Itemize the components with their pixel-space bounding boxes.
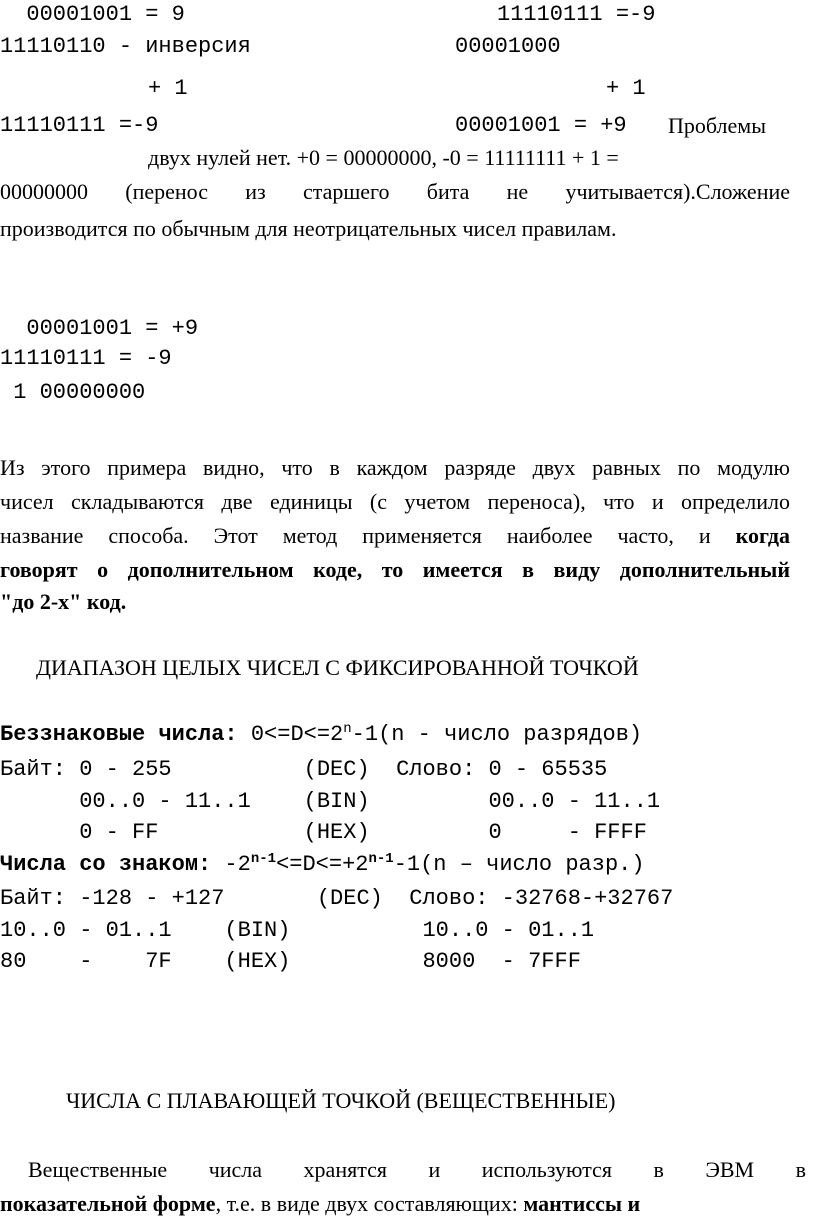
paragraph2-line4: говорят о дополнительном коде, то имеется в виду дополнительный <box>0 557 790 582</box>
paragraph1-line3: производится по обычным для неотрицательных чисел правилам. <box>0 216 617 241</box>
signed-label: Числа со знаком: <box>0 852 212 877</box>
paragraph2-line3-bold: когда <box>735 523 790 548</box>
unsigned-row2: 00..0 - 11..1 (BIN) 00..0 - 11..1 <box>0 789 661 814</box>
example1-line4-left: 11110111 =-9 <box>0 113 159 138</box>
paragraph3-line2 <box>0 1191 640 1217</box>
paragraph3-line2-bold-a: показательной форме <box>0 1191 216 1216</box>
signed-formula-c: -1(n – число разр.) <box>393 852 645 877</box>
example1-plus-left: + 1 <box>148 76 188 101</box>
paragraph2-line3 <box>0 519 790 553</box>
example1-tail-word: Проблемы <box>668 113 766 138</box>
paragraph1-line1: двух нулей нет. +0 = 00000000, -0 = 11111111 + 1 = <box>148 145 619 170</box>
paragraph3-line2-bold-b: мантиссы и <box>523 1191 641 1216</box>
example1-line1-right: 11110111 =-9 <box>497 2 656 27</box>
example2-line2: 11110111 = -9 <box>0 346 172 371</box>
paragraph1 <box>0 175 790 209</box>
paragraph2-line5: "до 2-х" код. <box>0 589 127 614</box>
paragraph2-line2: чисел складываются две единицы (с учетом переноса), что и определило <box>0 489 790 514</box>
unsigned-label: Беззнаковые числа: <box>0 722 238 747</box>
unsigned-formula-sup: n <box>343 721 352 737</box>
signed-formula-b: <=D<=+2 <box>276 852 369 877</box>
example1-line2-right: 00001000 <box>455 34 561 59</box>
signed-formula-line <box>0 852 645 878</box>
paragraph2-line3-normal: название способа. Этот метод применяется наиболее часто, и <box>0 523 736 548</box>
signed-row3: 80 - 7F (HEX) 8000 - 7FFF <box>0 949 581 974</box>
paragraph2 <box>0 451 790 587</box>
paragraph3-line1: Вещественные числа хранятся и используются в ЭВМ в <box>28 1157 806 1182</box>
paragraph2-line1: Из этого примера видно, что в каждом разряде двух равных по модулю <box>0 455 790 480</box>
unsigned-formula-b: -1(n - число разрядов) <box>351 722 643 747</box>
example2-line1: 00001001 = +9 <box>0 316 199 341</box>
example1-line4-right: 00001001 = +9 <box>455 113 627 138</box>
paragraph3-line2-normal: , т.е. в виде двух составляющих: <box>215 1191 524 1216</box>
example1-line2-left: 11110110 - инверсия <box>0 34 251 59</box>
example2-line3: 1 00000000 <box>0 380 146 405</box>
paragraph1-line2: 00000000 (перенос из старшего бита не учитывается).Сложение <box>0 179 790 204</box>
range-heading: ДИАПАЗОН ЦЕЛЫХ ЧИСЕЛ С ФИКСИРОВАННОЙ ТОЧКОЙ <box>36 655 639 680</box>
example1-plus-right: + 1 <box>606 76 646 101</box>
unsigned-formula-a: 0<=D<=2 <box>237 722 344 747</box>
unsigned-row1: Байт: 0 - 255 (DEC) Слово: 0 - 65535 <box>0 757 608 782</box>
signed-row1: Байт: -128 - +127 (DEC) Слово: -32768-+32767 <box>0 886 674 911</box>
example1-line1-left: 00001001 = 9 <box>0 2 185 27</box>
paragraph3 <box>28 1153 806 1187</box>
unsigned-row3: 0 - FF (HEX) 0 - FFFF <box>0 820 647 845</box>
unsigned-formula-line <box>0 722 642 748</box>
float-heading: ЧИСЛА С ПЛАВАЮЩЕЙ ТОЧКОЙ (ВЕЩЕСТВЕННЫЕ) <box>66 1088 616 1113</box>
signed-formula-sup1: n-1 <box>250 851 277 867</box>
signed-row2: 10..0 - 01..1 (BIN) 10..0 - 01..1 <box>0 918 595 943</box>
signed-formula-sup2: n-1 <box>368 851 394 867</box>
signed-formula-a: -2 <box>211 852 251 877</box>
